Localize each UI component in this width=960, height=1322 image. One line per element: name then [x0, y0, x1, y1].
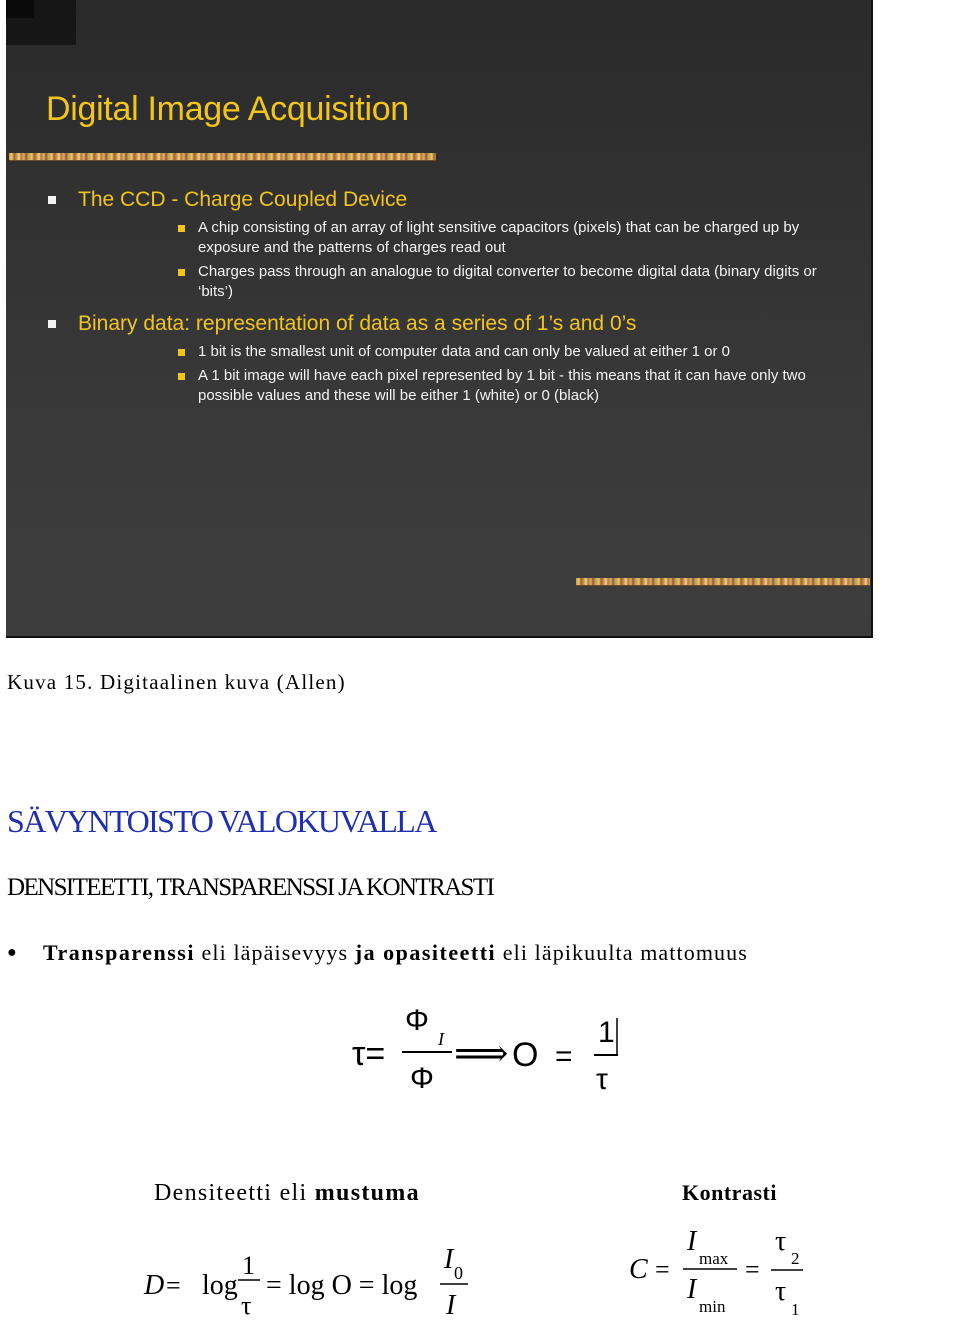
slide-bullet-list [46, 186, 836, 414]
bullet-text: eli läpäisevyys [194, 940, 355, 965]
transparency-bullet [7, 940, 748, 966]
equals-sign: = [655, 1255, 670, 1284]
contrast-label: Kontrasti [682, 1180, 777, 1205]
formula-lhs: τ= [352, 1035, 386, 1073]
square-bullet-icon [48, 196, 56, 204]
slide-footer-stripe [576, 578, 870, 585]
formula-tau: τ [241, 1291, 252, 1320]
equals-sign: = [745, 1255, 760, 1284]
slide-bullet-text: The CCD - Charge Coupled Device [78, 188, 408, 211]
slide-subbullet-list [46, 218, 836, 302]
figure-caption: Kuva 15. Digitaalinen kuva (Allen) [7, 670, 346, 694]
density-formula [140, 1234, 480, 1322]
slide-bullet-binary [46, 310, 836, 338]
section-heading: SÄVYNTOISTO VALOKUVALLA [7, 803, 436, 839]
square-bullet-icon [178, 373, 185, 380]
slide-subbullet-list [46, 342, 836, 406]
min-subscript: min [699, 1297, 726, 1316]
square-bullet-icon [178, 269, 185, 276]
opacity-symbol: O [512, 1036, 539, 1074]
term-opacity: ja opasiteetti [354, 940, 497, 965]
tau-denominator-subscript: 1 [791, 1300, 800, 1319]
formula-numerator: Φ [405, 1004, 429, 1037]
tau-numerator: τ [775, 1226, 787, 1257]
bullet-text: eli läpikuulta mattomuus [496, 940, 748, 965]
density-label-term: mustuma [314, 1180, 420, 1206]
slide-subbullet-text: 1 bit is the smallest unit of computer data and can only be valued at either 1 or 0 [198, 343, 730, 360]
implies-arrow: ⟹ [454, 1033, 509, 1075]
slide-corner-shade-dark [6, 0, 34, 18]
slide-image [6, 0, 873, 638]
slide-bullet-ccd [46, 186, 836, 214]
slide-subbullet [46, 262, 836, 302]
intensity-initial: I [444, 1244, 454, 1275]
contrast-formula [625, 1222, 825, 1320]
formula-numerator-subscript: I [438, 1029, 444, 1049]
slide-title-underline [9, 153, 436, 160]
section-subheading: DENSITEETTI, TRANSPARENSSI JA KONTRASTI [7, 874, 494, 901]
intensity-min: I [687, 1274, 697, 1305]
formula-one: 1 [598, 1016, 615, 1049]
tau-denominator: τ [775, 1276, 787, 1307]
bullet-dot-icon: ● [7, 944, 18, 961]
term-transparency: Transparenssi [43, 940, 195, 965]
intensity-transmitted: I [446, 1290, 456, 1321]
log-symbol: log [202, 1270, 238, 1301]
formula-denominator: Φ [410, 1062, 434, 1095]
equals-sign: = [555, 1040, 573, 1073]
slide-title: Digital Image Acquisition [46, 90, 409, 128]
square-bullet-icon [48, 320, 56, 328]
square-bullet-icon [178, 349, 185, 356]
formula-one: 1 [242, 1251, 255, 1280]
slide-subbullet-text: A 1 bit image will have each pixel represented by 1 bit - this means that it can have only two possible values and these will be either 1 (white) or 0 (black) [198, 367, 806, 404]
tau-numerator-subscript: 2 [791, 1249, 800, 1268]
density-symbol: D [144, 1270, 165, 1301]
slide-subbullet-text: A chip consisting of an array of light sensitive capacitors (pixels) that can be charged up by exposure and the patterns of charges read out [198, 219, 800, 256]
equals-sign: = [166, 1271, 181, 1300]
formula-middle: = log O = log [266, 1270, 418, 1301]
slide-subbullet [46, 342, 836, 362]
max-subscript: max [699, 1249, 729, 1268]
density-label [154, 1180, 420, 1207]
formula-tau: τ [596, 1063, 608, 1096]
slide-bullet-text: Binary data: representation of data as a series of 1’s and 0’s [78, 312, 637, 335]
slide-subbullet [46, 218, 836, 258]
intensity-max: I [687, 1226, 697, 1257]
contrast-symbol: C [629, 1254, 648, 1285]
transparency-opacity-formula [350, 1002, 640, 1102]
slide-subbullet-text: Charges pass through an analogue to digital converter to become digital data (binary digits or ‘bits’) [198, 263, 817, 300]
density-label-text: Densiteetti eli [154, 1180, 315, 1206]
intensity-initial-subscript: 0 [454, 1263, 463, 1283]
square-bullet-icon [178, 225, 185, 232]
slide-subbullet [46, 366, 836, 406]
